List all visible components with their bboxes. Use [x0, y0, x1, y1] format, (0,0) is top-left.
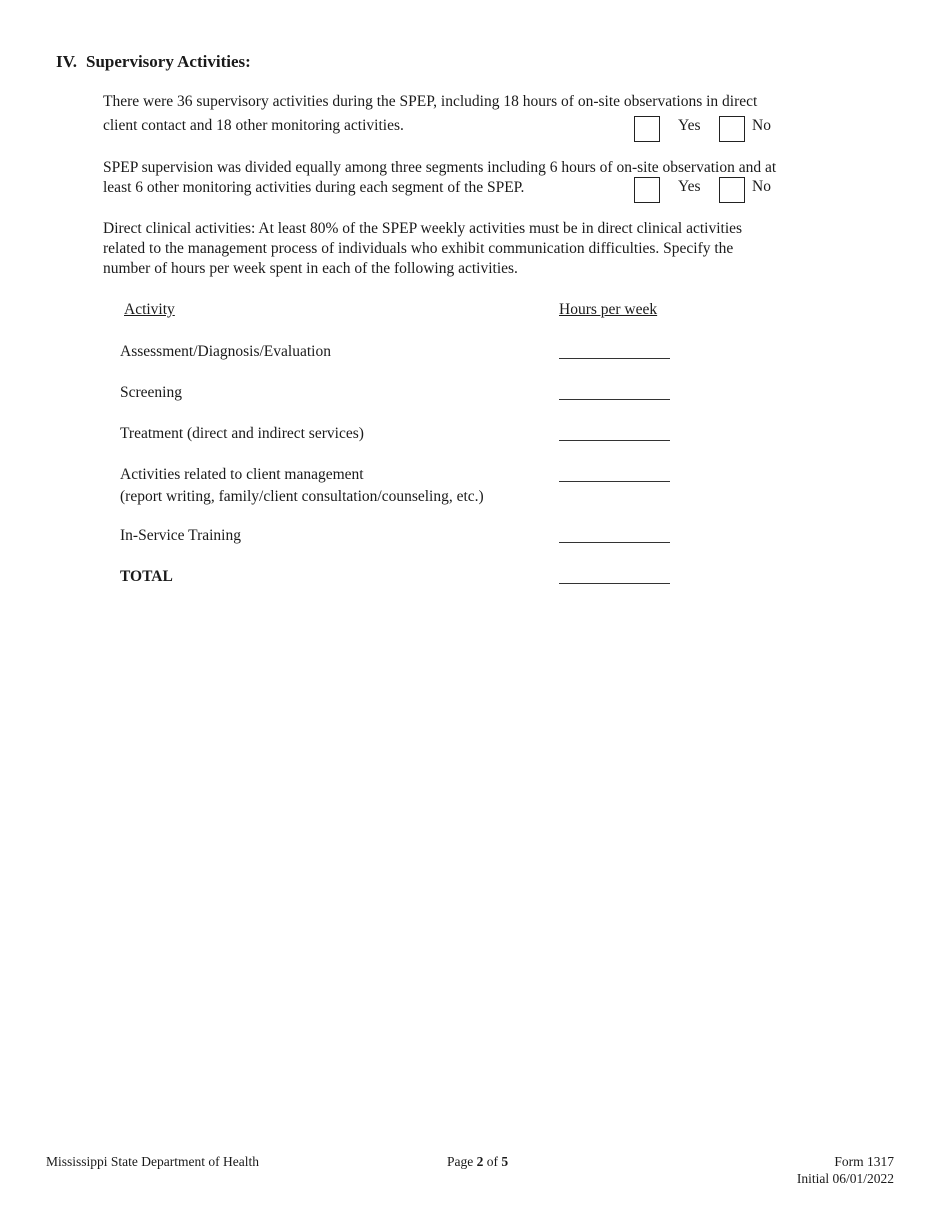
footer-organization: Mississippi State Department of Health	[46, 1154, 259, 1169]
direct-clinical-line-3: number of hours per week spent in each of the following activities.	[103, 260, 518, 277]
section-heading	[56, 52, 251, 72]
hours-column-header: Hours per week	[559, 301, 658, 318]
activity-row-in-service-training: In-Service Training	[120, 527, 241, 544]
question-2-yes-label: Yes	[678, 178, 701, 195]
section-number: IV.	[56, 52, 77, 71]
question-1-line-2: client contact and 18 other monitoring activities.	[103, 117, 404, 134]
activity-row-client-management-subtext: (report writing, family/client consultation/counseling, etc.)	[120, 488, 484, 505]
hours-input-total[interactable]	[559, 583, 670, 584]
hours-input-screening[interactable]	[559, 399, 670, 400]
question-2-yes-checkbox[interactable]	[634, 177, 660, 203]
question-1-yes-checkbox[interactable]	[634, 116, 660, 142]
question-1-no-checkbox[interactable]	[719, 116, 745, 142]
direct-clinical-line-2: related to the management process of individuals who exhibit communication difficulties. Specify the	[103, 240, 734, 257]
question-1	[103, 92, 863, 136]
activity-column-header: Activity	[124, 301, 175, 318]
question-2	[103, 158, 863, 198]
activity-row-assessment: Assessment/Diagnosis/Evaluation	[120, 343, 331, 360]
question-2-no-checkbox[interactable]	[719, 177, 745, 203]
question-2-no-label: No	[752, 178, 771, 195]
activity-row-client-management-label: Activities related to client management	[120, 466, 364, 483]
footer-revision: Initial 06/01/2022	[796, 1171, 894, 1186]
activity-row-treatment: Treatment (direct and indirect services)	[120, 425, 364, 442]
footer-page-prefix: Page	[447, 1154, 477, 1169]
question-1-line-1: There were 36 supervisory activities during the SPEP, including 18 hours of on-site observations in direct	[103, 93, 758, 110]
footer-form-number: Form 1317	[834, 1154, 894, 1169]
activity-row-client-management	[120, 465, 484, 507]
hours-input-assessment[interactable]	[559, 358, 670, 359]
question-1-yes-label: Yes	[678, 117, 701, 134]
direct-clinical-paragraph	[103, 219, 863, 279]
direct-clinical-line-1: Direct clinical activities: At least 80% of the SPEP weekly activities must be in direct clinical activities	[103, 220, 743, 237]
activity-row-total: TOTAL	[120, 568, 173, 585]
footer-form-info	[797, 1153, 894, 1187]
hours-input-client-management[interactable]	[559, 481, 670, 482]
hours-input-in-service-training[interactable]	[559, 542, 670, 543]
footer-page-current: 2	[476, 1154, 484, 1169]
question-1-no-label: No	[752, 117, 771, 134]
activity-row-screening: Screening	[120, 384, 182, 401]
footer-page-total: 5	[501, 1154, 509, 1169]
question-2-line-1: SPEP supervision was divided equally among three segments including 6 hours of on-site observation and at	[103, 159, 777, 176]
hours-input-treatment[interactable]	[559, 440, 670, 441]
section-title: Supervisory Activities:	[86, 52, 251, 71]
footer-page-number	[447, 1153, 508, 1170]
question-2-line-2: least 6 other monitoring activities during each segment of the SPEP.	[103, 179, 525, 196]
footer-page-of: of	[483, 1154, 502, 1169]
